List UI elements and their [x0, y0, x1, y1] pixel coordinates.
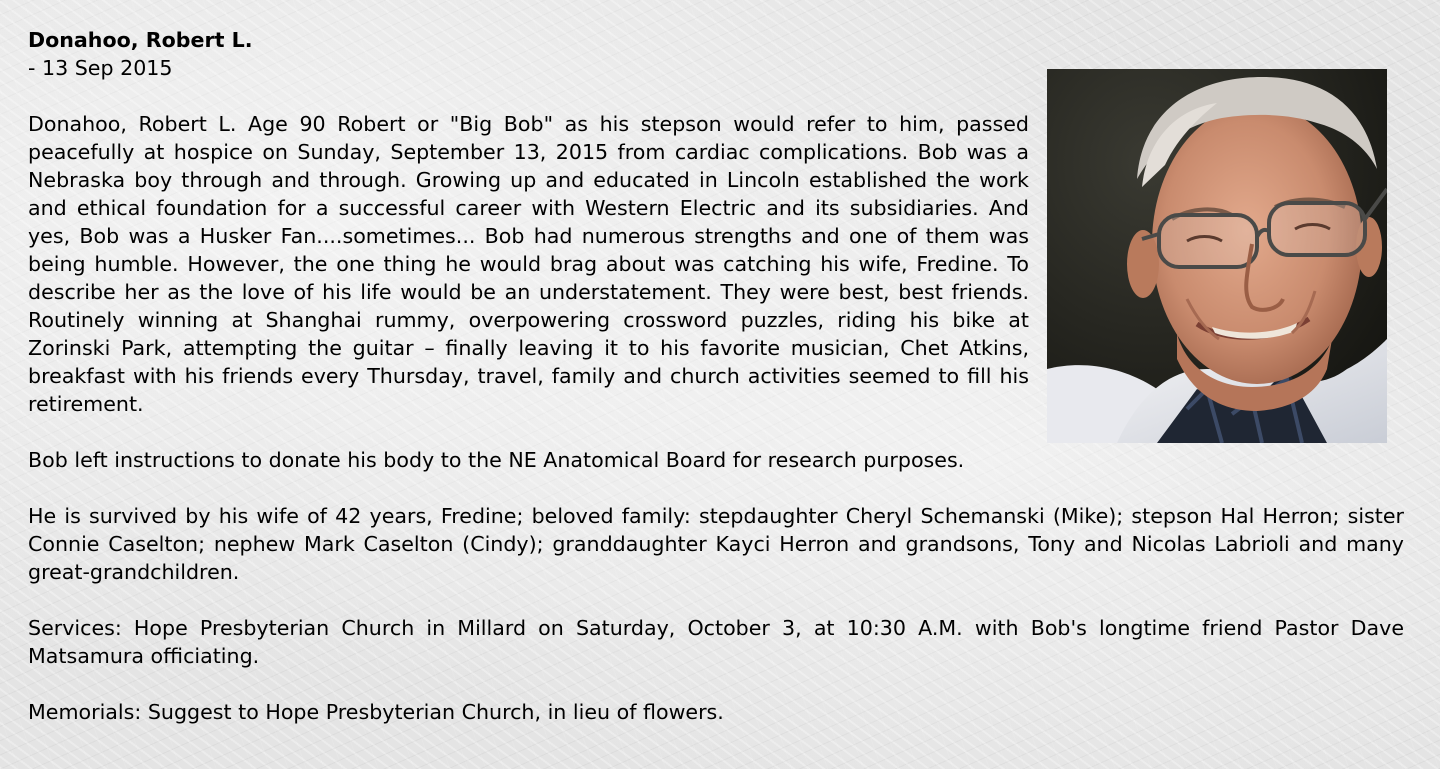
obituary-date: - 13 Sep 2015 [28, 56, 173, 80]
obituary-paragraph-donation: Bob left instructions to donate his body to the NE Anatomical Board for research purposes. [28, 448, 965, 472]
obituary-content [28, 26, 1404, 726]
obituary-paragraph-biography: Donahoo, Robert L. Age 90 Robert or "Big Bob" as his stepson would refer to him, passed peacefully at hospice on Sunday, September 13, 2015 from cardiac complications. Bob was a Nebraska boy through and through. Growing up and educated in Lincoln established the work and ethical foundation for a successful career with Western Electric and its subsidiaries. And yes, Bob was a Husker Fan....sometimes... Bob had numerous strengths and one of them was being humble. However, the one thing he would brag about was catching his wife, Fredine. To describe her as the love of his life would be an understatement. They were best, best friends. Routinely winning at Shanghai rummy, overpowering crossword puzzles, riding his bike at Zorinski Park, attempting the guitar – finally leaving it to his favorite musician, Chet Atkins, breakfast with his friends every Thursday, travel, family and church activities seemed to fill his retirement. [28, 112, 1029, 416]
obituary-paragraph-survivors: He is survived by his wife of 42 years, Fredine; beloved family: stepdaughter Cheryl Schemanski (Mike); stepson Hal Herron; sister Connie Caselton; nephew Mark Caselton (Cindy); granddaughter Kayci Herron and grandsons, Tony and Nicolas Labrioli and many great-grandchildren. [28, 504, 1404, 584]
obituary-paragraph-services: Services: Hope Presbyterian Church in Millard on Saturday, October 3, at 10:30 A.M. with Bob's longtime friend Pastor Dave Matsamura officiating. [28, 616, 1404, 668]
obituary-name: Donahoo, Robert L. [28, 28, 253, 52]
portrait-photo [1047, 69, 1387, 443]
obituary-paragraph-memorials: Memorials: Suggest to Hope Presbyterian Church, in lieu of flowers. [28, 700, 724, 724]
